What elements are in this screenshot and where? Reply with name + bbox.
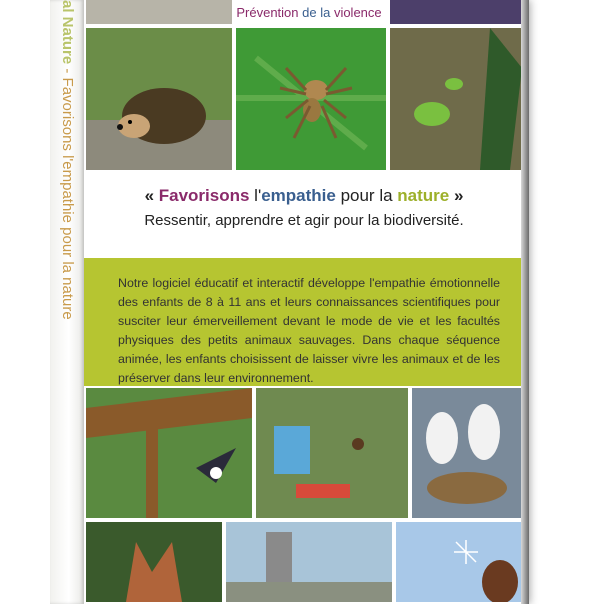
seagulls-image bbox=[410, 386, 524, 520]
top-left-image bbox=[84, 0, 234, 26]
description-panel bbox=[84, 258, 524, 386]
box-side-edge bbox=[521, 0, 529, 604]
slogan-line-1: « Favorisons l'empathie pour la nature » bbox=[144, 186, 464, 205]
slogan bbox=[84, 186, 524, 229]
window-image bbox=[394, 520, 524, 604]
top-right-image bbox=[388, 0, 524, 26]
spine-title: al Nature - Favorisons l'empathie pour la nature bbox=[59, 0, 76, 320]
description-text: Notre logiciel éducatif et interactif développe l'empathie émotionnelle des enfants de 8 à 11 ans et leurs connaissances scientifiques pour susciter leur émerveillement devant le mode de vie et les facultés physiques des petits animaux sauvages. Dans chaque séquence animée, les enfants choisissent de laisser vivre les animaux et de les préserver dans leur environnement. bbox=[118, 276, 500, 385]
hedgehog-image bbox=[84, 26, 234, 172]
spider-image bbox=[234, 26, 388, 172]
slogan-line-2: Ressentir, apprendre et agir pour la biodiversité. bbox=[144, 212, 464, 229]
box-front-cover bbox=[84, 0, 524, 604]
swallow-image bbox=[84, 386, 254, 520]
fox-image bbox=[84, 520, 224, 604]
children-image bbox=[254, 386, 410, 520]
frog-image bbox=[388, 26, 524, 172]
tower-image bbox=[224, 520, 394, 604]
top-banner: Prévention de la violence bbox=[234, 0, 384, 26]
